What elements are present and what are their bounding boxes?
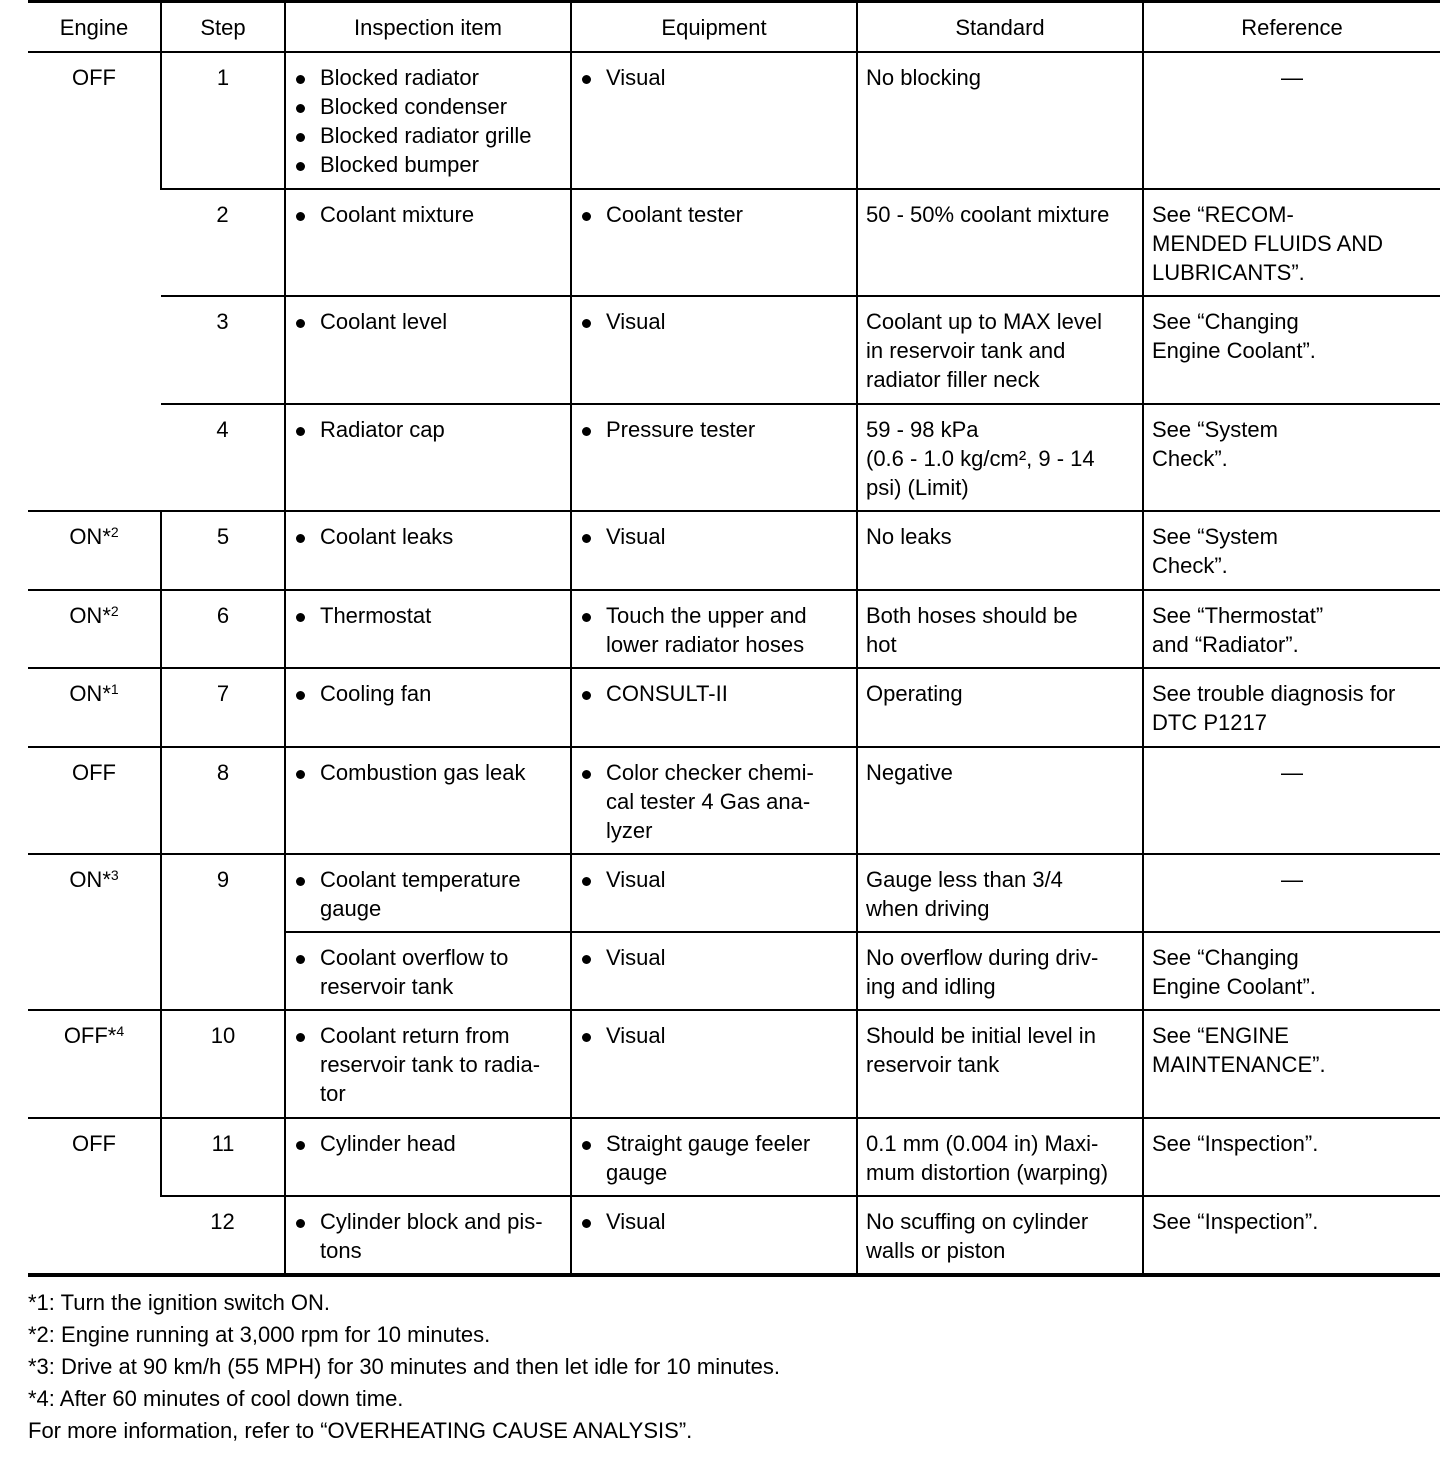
inspection-item-cell [285, 1118, 571, 1196]
reference-text: See “Changing Engine Coolant”. [1152, 945, 1316, 999]
inspection-item-cell [285, 1196, 571, 1275]
equipment-cell [571, 668, 857, 747]
equipment-item: Coolant tester [580, 200, 848, 229]
engine-cell [28, 52, 161, 511]
inspection-item: Coolant level [294, 307, 562, 336]
table-row [28, 747, 1440, 854]
header-inspection-item: Inspection item [285, 2, 571, 53]
step-cell: 5 [161, 511, 285, 590]
standard-text: Both hoses should be hot [866, 603, 1078, 657]
equipment-cell [571, 932, 857, 1010]
standard-text: Coolant up to MAX level in reservoir tank and radiator filler neck [866, 309, 1103, 392]
standard-text: Gauge less than 3/4 when driving [866, 867, 1063, 921]
table-row [28, 404, 1440, 511]
standard-text: Should be initial level in reservoir tank [866, 1023, 1096, 1077]
footnote: *3: Drive at 90 km/h (55 MPH) for 30 minutes and then let idle for 10 minutes. [28, 1354, 781, 1379]
equipment-item: Straight gauge feeler gauge [580, 1129, 848, 1187]
footnote: *2: Engine running at 3,000 rpm for 10 minutes. [28, 1322, 491, 1347]
step-cell: 9 [161, 854, 285, 1010]
equipment-item: Visual [580, 865, 848, 894]
reference-cell [1143, 1196, 1440, 1275]
engine-state: OFF* [63, 1023, 117, 1048]
reference-cell [1143, 1118, 1440, 1196]
equipment-item: Visual [580, 1207, 848, 1236]
reference-cell [1143, 932, 1440, 1010]
engine-cell [28, 590, 161, 668]
table-row [28, 189, 1440, 296]
engine-state: ON* [69, 524, 111, 549]
reference-cell [1143, 668, 1440, 747]
standard-cell [857, 590, 1143, 668]
reference-text: See “System Check”. [1152, 417, 1278, 471]
reference-cell [1143, 52, 1440, 189]
standard-text: No leaks [866, 524, 952, 549]
standard-text: No overflow during driv- ing and idling [866, 945, 1099, 999]
reference-text: See “ENGINE MAINTENANCE”. [1152, 1023, 1326, 1077]
table-row [28, 511, 1440, 590]
footnote: *4: After 60 minutes of cool down time. [28, 1386, 404, 1411]
reference-cell [1143, 404, 1440, 511]
standard-text: Operating [866, 681, 963, 706]
inspection-item-cell [285, 52, 571, 189]
inspection-item-cell [285, 296, 571, 404]
reference-text: See “Thermostat” and “Radiator”. [1152, 603, 1324, 657]
equipment-item: Touch the upper and lower radiator hoses [580, 601, 848, 659]
table-row [28, 590, 1440, 668]
footnote-ref: 1 [110, 681, 119, 697]
equipment-cell [571, 1010, 857, 1118]
table-row [28, 668, 1440, 747]
standard-cell [857, 296, 1143, 404]
inspection-table [28, 0, 1440, 1277]
inspection-item: Coolant return from reservoir tank to radia- tor [294, 1021, 562, 1108]
footnote-ref: 4 [116, 1023, 125, 1039]
inspection-item: Coolant leaks [294, 522, 562, 551]
table-row [28, 1118, 1440, 1196]
standard-text: Negative [866, 760, 953, 785]
inspection-item-cell [285, 404, 571, 511]
engine-state: ON* [69, 867, 111, 892]
equipment-item: Visual [580, 522, 848, 551]
equipment-item: Visual [580, 943, 848, 972]
footnote: *1: Turn the ignition switch ON. [28, 1290, 331, 1315]
reference-cell [1143, 511, 1440, 590]
inspection-item: Blocked bumper [294, 150, 562, 179]
step-cell: 10 [161, 1010, 285, 1118]
step-cell: 6 [161, 590, 285, 668]
inspection-item: Coolant mixture [294, 200, 562, 229]
document [28, 0, 1440, 1447]
inspection-item: Cooling fan [294, 679, 562, 708]
step-cell: 11 [161, 1118, 285, 1196]
standard-cell [857, 189, 1143, 296]
equipment-cell [571, 189, 857, 296]
reference-cell [1143, 590, 1440, 668]
reference-text: — [1281, 65, 1303, 90]
reference-text: See “Inspection”. [1152, 1131, 1319, 1156]
engine-cell [28, 1118, 161, 1275]
inspection-item: Coolant temperature gauge [294, 865, 562, 923]
inspection-item-cell [285, 668, 571, 747]
inspection-item-cell [285, 1010, 571, 1118]
standard-cell [857, 1118, 1143, 1196]
equipment-cell [571, 1196, 857, 1275]
equipment-cell [571, 1118, 857, 1196]
engine-state: OFF [72, 760, 116, 785]
footnote-ref: 3 [110, 867, 119, 883]
inspection-item: Radiator cap [294, 415, 562, 444]
inspection-item-cell [285, 189, 571, 296]
equipment-item: Color checker chemi- cal tester 4 Gas ana- lyzer [580, 758, 848, 845]
step-cell: 8 [161, 747, 285, 854]
inspection-item-cell [285, 590, 571, 668]
equipment-cell [571, 590, 857, 668]
footnote: For more information, refer to “OVERHEATING CAUSE ANALYSIS”. [28, 1418, 693, 1443]
header-row [28, 2, 1440, 53]
standard-cell [857, 52, 1143, 189]
inspection-item-cell [285, 932, 571, 1010]
standard-cell [857, 1010, 1143, 1118]
inspection-item: Blocked condenser [294, 92, 562, 121]
standard-cell [857, 932, 1143, 1010]
inspection-item: Coolant overflow to reservoir tank [294, 943, 562, 1001]
reference-cell [1143, 296, 1440, 404]
footnote-ref: 2 [110, 603, 119, 619]
reference-text: — [1281, 867, 1303, 892]
footnote-ref: 2 [110, 524, 119, 540]
table-row [28, 296, 1440, 404]
standard-cell [857, 668, 1143, 747]
engine-state: ON* [69, 681, 111, 706]
equipment-cell [571, 52, 857, 189]
standard-cell [857, 854, 1143, 932]
header-engine: Engine [28, 2, 161, 53]
inspection-item: Cylinder head [294, 1129, 562, 1158]
equipment-cell [571, 296, 857, 404]
step-cell: 1 [161, 52, 285, 189]
equipment-item: Visual [580, 1021, 848, 1050]
reference-cell [1143, 747, 1440, 854]
inspection-item-cell [285, 747, 571, 854]
standard-text: 0.1 mm (0.004 in) Maxi- mum distortion (warping) [866, 1131, 1109, 1185]
header-standard: Standard [857, 2, 1143, 53]
reference-text: — [1281, 760, 1303, 785]
inspection-item: Combustion gas leak [294, 758, 562, 787]
header-equipment: Equipment [571, 2, 857, 53]
equipment-item: Visual [580, 63, 848, 92]
equipment-cell [571, 511, 857, 590]
step-cell: 2 [161, 189, 285, 296]
inspection-item: Cylinder block and pis- tons [294, 1207, 562, 1265]
standard-cell [857, 747, 1143, 854]
standard-text: No blocking [866, 65, 981, 90]
equipment-item: Pressure tester [580, 415, 848, 444]
table-row [28, 52, 1440, 189]
equipment-cell [571, 854, 857, 932]
reference-text: See trouble diagnosis for DTC P1217 [1152, 681, 1396, 735]
step-cell: 7 [161, 668, 285, 747]
step-cell: 3 [161, 296, 285, 404]
standard-text: No scuffing on cylinder walls or piston [866, 1209, 1089, 1263]
reference-cell [1143, 1010, 1440, 1118]
reference-text: See “RECOM- MENDED FLUIDS AND LUBRICANTS”. [1152, 202, 1384, 285]
standard-text: 50 - 50% coolant mixture [866, 202, 1110, 227]
reference-text: See “System Check”. [1152, 524, 1278, 578]
engine-state: ON* [69, 603, 111, 628]
engine-state: OFF [72, 1131, 116, 1156]
reference-cell [1143, 854, 1440, 932]
table-row [28, 1196, 1440, 1275]
table-body [28, 52, 1440, 1275]
header-step: Step [161, 2, 285, 53]
step-cell: 12 [161, 1196, 285, 1275]
equipment-cell [571, 747, 857, 854]
inspection-item: Blocked radiator grille [294, 121, 562, 150]
equipment-cell [571, 404, 857, 511]
inspection-item: Blocked radiator [294, 63, 562, 92]
footnotes [28, 1287, 1440, 1447]
engine-cell [28, 1010, 161, 1118]
table-row [28, 1010, 1440, 1118]
engine-cell [28, 511, 161, 590]
standard-text: 59 - 98 kPa (0.6 - 1.0 kg/cm², 9 - 14 psi) (Limit) [866, 417, 1095, 500]
engine-cell [28, 747, 161, 854]
engine-cell [28, 854, 161, 1010]
equipment-item: CONSULT-II [580, 679, 848, 708]
standard-cell [857, 511, 1143, 590]
reference-text: See “Changing Engine Coolant”. [1152, 309, 1316, 363]
inspection-item: Thermostat [294, 601, 562, 630]
equipment-item: Visual [580, 307, 848, 336]
inspection-item-cell [285, 854, 571, 932]
standard-cell [857, 404, 1143, 511]
inspection-item-cell [285, 511, 571, 590]
standard-cell [857, 1196, 1143, 1275]
reference-text: See “Inspection”. [1152, 1209, 1319, 1234]
engine-state: OFF [72, 65, 116, 90]
header-reference: Reference [1143, 2, 1440, 53]
table-row [28, 854, 1440, 932]
engine-cell [28, 668, 161, 747]
reference-cell [1143, 189, 1440, 296]
step-cell: 4 [161, 404, 285, 511]
